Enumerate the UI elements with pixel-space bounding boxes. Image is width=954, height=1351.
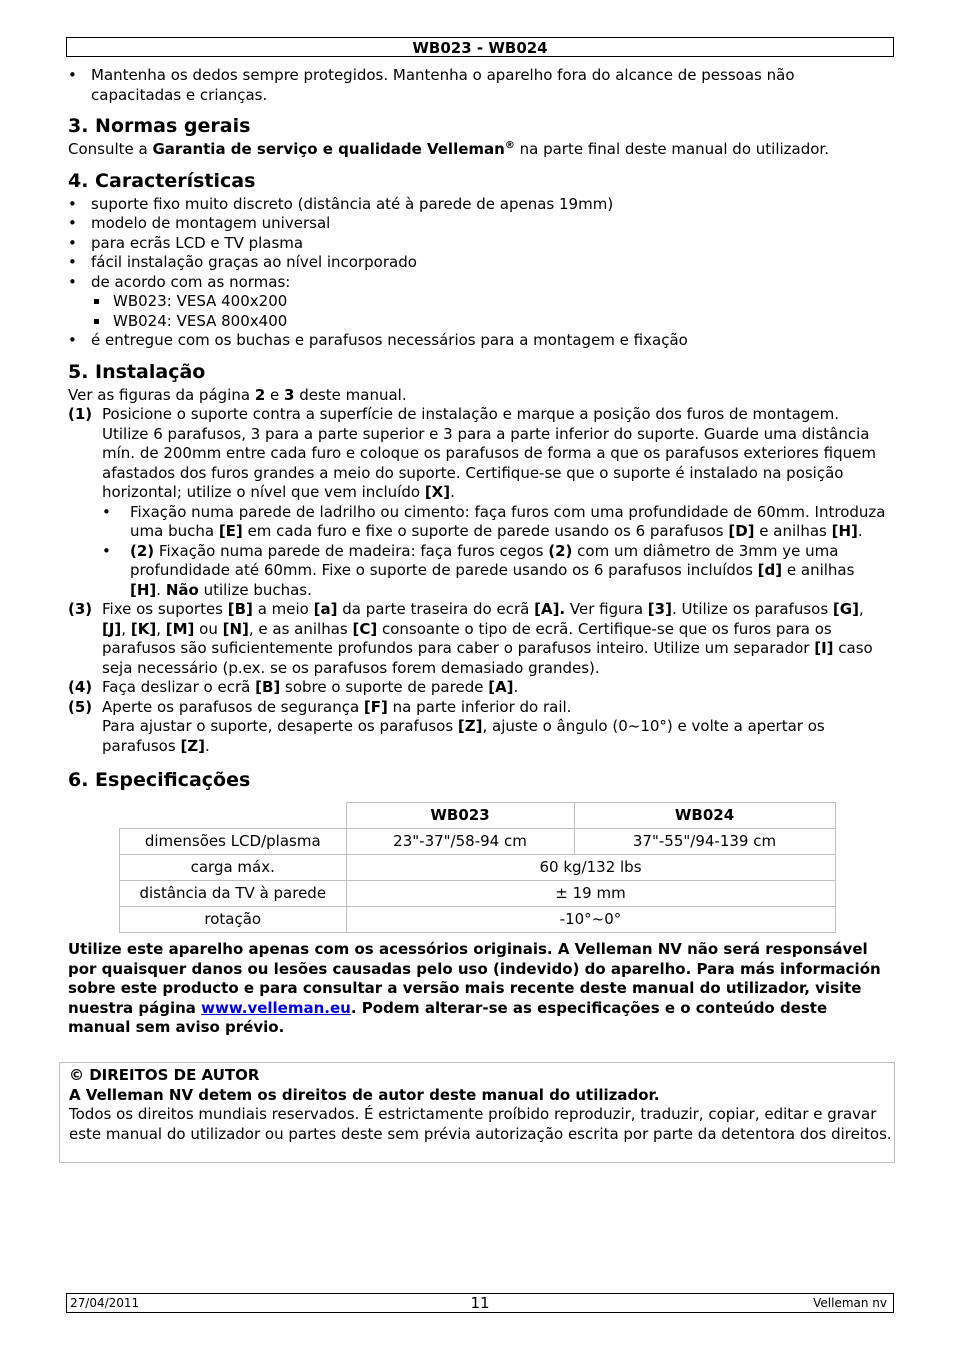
copyright-text: Todos os direitos mundiais reservados. É estrictamente proíbido reproduzir, traduzir, copiar, editar e gravar este manual do utilizador ou partes deste sem prévia autorização escrita por parte da detentora dos direitos. xyxy=(69,1105,892,1143)
text-span: , xyxy=(858,600,864,618)
text-bold: [B] xyxy=(255,678,281,696)
text-bold: [J] xyxy=(102,619,122,638)
text-span: . xyxy=(857,522,863,540)
header-title: WB023 - WB024 xyxy=(412,39,548,57)
text-span: a meio xyxy=(252,600,314,618)
text-span: e anilhas xyxy=(754,522,832,540)
text-bold: [E] xyxy=(218,522,243,540)
text-span: . Podem alterar-se as especificações e o conteúdo deste manual sem aviso prévio. xyxy=(68,998,828,1036)
text-span: ou xyxy=(194,619,223,638)
velleman-link[interactable]: www.velleman.eu xyxy=(201,998,351,1017)
text-span: Consulte a xyxy=(68,140,153,158)
text-bold: 3 xyxy=(284,385,295,404)
section-title-instalacao: 5. Instalação xyxy=(68,360,206,383)
text-span: Fixação numa parede de ladrilho ou cimento: faça furos com uma profundidade de 60mm. Introduza uma bucha xyxy=(130,502,886,540)
text-bold: [Z] xyxy=(180,736,206,755)
text-span: , xyxy=(121,619,131,638)
table-cell: ± 19 mm xyxy=(346,881,835,907)
text-span: , ajuste o ângulo (0~10°) e volte a apertar os parafusos xyxy=(102,717,825,755)
table-row xyxy=(120,855,836,881)
text-bold: [B] xyxy=(227,600,253,618)
step-3 xyxy=(68,600,888,678)
features-list xyxy=(68,195,888,351)
text-bold: [G] xyxy=(832,600,859,618)
text-span: Para ajustar o suporte, desaperte os parafusos xyxy=(102,717,458,735)
text-bold: (2) xyxy=(548,541,573,560)
text-span: Ver figura xyxy=(565,600,648,618)
list-item xyxy=(130,542,888,601)
text-bold: 2 xyxy=(254,385,266,404)
text-span: Utilize este aparelho apenas com os acessórios originais. A Velleman NV não será responsável por quaisquer danos ou lesões causadas pelo uso (indevido) do aparelho. Para más información sobre este producto e para consultar a versão mais recente deste manual do utilizador, visite nuestra página xyxy=(68,940,881,1017)
table-header: WB024 xyxy=(574,803,835,829)
text-bold: [d] xyxy=(757,561,783,579)
text-bold: [Z] xyxy=(457,717,483,735)
text-bold: [A] xyxy=(488,678,514,696)
step-number: (1) xyxy=(68,405,93,423)
step-4 xyxy=(68,678,888,698)
step-number: (5) xyxy=(68,697,93,716)
text-bold: [I] xyxy=(814,639,834,657)
step-1 xyxy=(68,405,888,600)
section-title-normas: 3. Normas gerais xyxy=(68,115,251,137)
list-item xyxy=(130,503,888,542)
copyright-title: © DIREITOS DE AUTOR xyxy=(69,1066,260,1084)
text-span: . xyxy=(156,580,166,599)
section-title-especificacoes: 6. Especificações xyxy=(68,769,251,791)
text-span: , xyxy=(156,619,166,638)
text-bold: Garantia de serviço e qualidade Velleman xyxy=(152,140,505,158)
footer-date: 27/04/2011 xyxy=(70,1296,140,1310)
copyright-subtitle: A Velleman NV detem os direitos de autor deste manual do utilizador. xyxy=(69,1085,660,1104)
text-bold: [H] xyxy=(130,580,157,599)
intro-list xyxy=(68,66,888,105)
text-span: . xyxy=(513,678,519,696)
text-span: , e as anilhas xyxy=(248,619,353,638)
table-row xyxy=(120,829,836,855)
text-span: e xyxy=(265,385,285,404)
standards-list xyxy=(91,292,888,331)
table-row xyxy=(120,881,836,907)
text-bold: (2) xyxy=(130,541,155,560)
text-bold: [A]. xyxy=(534,600,566,618)
text-span: . xyxy=(205,736,210,755)
table-row xyxy=(120,907,836,933)
text-bold: [D] xyxy=(728,522,755,540)
page-header xyxy=(66,37,894,57)
text-span: e anilhas xyxy=(782,561,855,579)
step-number: (3) xyxy=(68,600,93,618)
list-item: • modelo de montagem universal xyxy=(91,214,888,234)
table-cell: carga máx. xyxy=(120,855,347,881)
list-item: WB024: VESA 800x400 xyxy=(113,312,888,332)
table-cell: dimensões LCD/plasma xyxy=(120,829,347,855)
text-span: em cada furo e fixe o suporte de parede usando os 6 parafusos xyxy=(242,522,729,540)
table-cell: -10°~0° xyxy=(346,907,835,933)
text-span: na parte inferior do rail. xyxy=(387,697,572,716)
step-number: (4) xyxy=(68,678,93,696)
text-span: deste manual. xyxy=(294,385,407,404)
text-bold: [M] xyxy=(165,619,195,638)
text-span: com um diâmetro de 3mm ye uma profundidade até 60mm. Fixe o suporte de parede usando os 6 parafusos incluídos xyxy=(130,541,839,579)
list-item: • suporte fixo muito discreto (distância até à parede de apenas 19mm) xyxy=(91,195,888,215)
list-item: • Mantenha os dedos sempre protegidos. Mantenha o aparelho fora do alcance de pessoas não capacitadas e crianças. xyxy=(91,66,888,105)
installation-intro xyxy=(68,386,888,406)
section-title-caracteristicas: 4. Características xyxy=(68,169,256,192)
table-corner xyxy=(120,803,347,829)
table-cell: distância da TV à parede xyxy=(120,881,347,907)
list-item: WB023: VESA 400x200 xyxy=(113,292,888,312)
table-cell: 37"-55"/94-139 cm xyxy=(574,829,835,855)
text-bold: [3] xyxy=(647,600,672,618)
list-item xyxy=(91,273,888,332)
list-item: • para ecrãs LCD e TV plasma xyxy=(91,234,888,254)
text-span: Fixação numa parede de madeira: faça furos cegos xyxy=(154,541,549,560)
text-span: . xyxy=(450,483,455,501)
table-cell: rotação xyxy=(120,907,347,933)
list-item-text: de acordo com as normas: xyxy=(91,272,291,291)
page-footer xyxy=(66,1293,894,1313)
specifications-table xyxy=(119,802,836,933)
table-header-row xyxy=(120,803,836,829)
text-span: Fixe os suportes xyxy=(102,600,228,618)
text-bold: Não xyxy=(165,580,199,599)
registered-mark: ® xyxy=(504,140,515,151)
footer-page-number: 11 xyxy=(470,1294,490,1312)
text-bold: [C] xyxy=(352,619,378,638)
table-cell: 60 kg/132 lbs xyxy=(346,855,835,881)
text-span: na parte final deste manual do utilizador. xyxy=(514,140,829,158)
text-bold: [N] xyxy=(222,619,249,638)
page-content xyxy=(68,66,888,1038)
copyright-box xyxy=(59,1062,895,1163)
step-5 xyxy=(68,698,888,757)
section-normas-text xyxy=(68,140,888,160)
accessories-note xyxy=(68,940,888,1038)
table-header: WB023 xyxy=(346,803,574,829)
text-bold: [a] xyxy=(313,600,338,618)
text-span: caso seja necessário (p.ex. se os parafusos forem demasiado grandes). xyxy=(102,639,873,677)
text-span: . Utilize os parafusos xyxy=(671,600,833,618)
text-span: da parte traseira do ecrã xyxy=(337,600,535,618)
footer-company: Velleman nv xyxy=(813,1296,887,1310)
list-item: • é entregue com os buchas e parafusos necessários para a montagem e fixação xyxy=(91,331,888,351)
text-bold: [F] xyxy=(363,697,388,716)
text-bold: [X] xyxy=(424,483,451,501)
text-span: Aperte os parafusos de segurança xyxy=(102,697,364,716)
text-span: Faça deslizar o ecrã xyxy=(102,678,256,696)
text-span: utilize buchas. xyxy=(198,580,312,599)
text-bold: [K] xyxy=(130,619,157,638)
text-span: Ver as figuras da página xyxy=(68,385,255,404)
step-text: Posicione o suporte contra a superfície de instalação e marque a posição dos furos de montagem. Utilize 6 parafusos, 3 para a parte superior e 3 para a parte inferior do suporte. Guarde uma distância mín. de 200mm entre cada furo e coloque os parafusos de forma a que os parafusos exteriores fiquem afastados dos furos grandes a meio do suporte. Certifique-se que o suporte é instalado na posição horizontal; utilize o nível que vem incluído xyxy=(102,405,876,501)
text-span: sobre o suporte de parede xyxy=(280,678,489,696)
step-1-list xyxy=(102,503,888,601)
text-bold: [H] xyxy=(831,522,858,540)
table-cell: 23"-37"/58-94 cm xyxy=(346,829,574,855)
text-span: consoante o tipo de ecrã. Certifique-se que os furos para os parafusos são suficientemente profundos para caber o parafusos inteiro. Utilize um separador xyxy=(102,619,832,657)
list-item: • fácil instalação graças ao nível incorporado xyxy=(91,253,888,273)
